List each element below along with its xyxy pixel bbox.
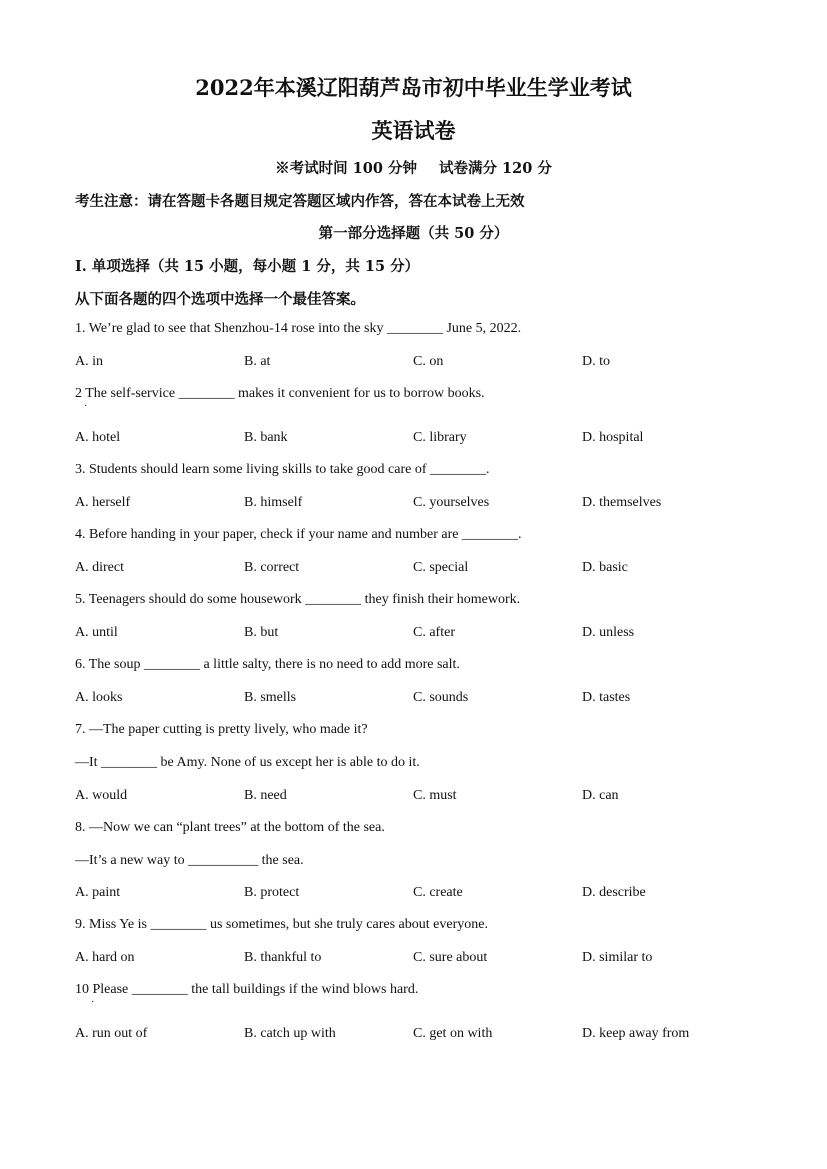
question-stem-reply: —It’s a new way to __________ the sea.: [75, 853, 304, 868]
question-stem: 5. Teenagers should do some housework ________ they finish their homework.: [75, 592, 521, 607]
dot-mark: ·: [91, 997, 95, 1008]
question-options: [75, 354, 775, 374]
exam-title: 2022年本溪辽阳葫芦岛市初中毕业生学业考试: [195, 75, 632, 100]
option-b: B. bank: [244, 430, 288, 445]
question-options: [75, 560, 775, 580]
dot-mark: ·: [84, 401, 88, 412]
question-options: [75, 430, 775, 450]
option-b: B. need: [244, 788, 287, 803]
option-a: A. hard on: [75, 950, 135, 965]
option-d: D. hospital: [582, 430, 644, 445]
option-b: B. himself: [244, 495, 303, 510]
option-c: C. get on with: [413, 1026, 493, 1041]
option-d: D. unless: [582, 625, 635, 640]
option-b: B. protect: [244, 885, 300, 900]
option-c: C. on: [413, 354, 444, 369]
time-info: ※考试时间 100 分钟: [275, 160, 417, 177]
option-a: A. in: [75, 354, 103, 369]
option-b: B. thankful to: [244, 950, 322, 965]
option-d: D. basic: [582, 560, 628, 575]
option-a: A. paint: [75, 885, 121, 900]
option-a: A. until: [75, 625, 118, 640]
question-options: [75, 690, 775, 710]
option-b: B. smells: [244, 690, 297, 705]
option-d: D. to: [582, 354, 610, 369]
instruction: 从下面各题的四个选项中选择一个最佳答案。: [75, 291, 365, 308]
option-a: A. hotel: [75, 430, 121, 445]
option-b: B. at: [244, 354, 271, 369]
option-c: C. sounds: [413, 690, 469, 705]
question-stem: 4. Before handing in your paper, check if your name and number are ________.: [75, 527, 522, 542]
question-stem: 8. —Now we can “plant trees” at the bottom of the sea.: [75, 820, 385, 835]
option-c: C. must: [413, 788, 457, 803]
question-stem: 1. We’re glad to see that Shenzhou-14 rose into the sky ________ June 5, 2022.: [75, 321, 522, 336]
option-c: C. sure about: [413, 950, 488, 965]
question-options: [75, 885, 775, 905]
option-d: D. describe: [582, 885, 646, 900]
question-stem: 6. The soup ________ a little salty, there is no need to add more salt.: [75, 657, 460, 672]
question-stem: 10 Please ________ the tall buildings if the wind blows hard.: [75, 982, 419, 997]
option-a: A. would: [75, 788, 128, 803]
option-d: D. themselves: [582, 495, 662, 510]
question-stem-reply: —It ________ be Amy. None of us except her is able to do it.: [75, 755, 420, 770]
option-b: B. correct: [244, 560, 300, 575]
question-options: [75, 495, 775, 515]
option-d: D. similar to: [582, 950, 653, 965]
score-info: 试卷满分 120 分: [439, 160, 552, 177]
option-a: A. looks: [75, 690, 123, 705]
question-options: [75, 788, 775, 808]
option-a: A. direct: [75, 560, 124, 575]
section-title: I. 单项选择（共 15 小题，每小题 1 分，共 15 分）: [75, 258, 420, 275]
question-stem: 9. Miss Ye is ________ us sometimes, but she truly cares about everyone.: [75, 917, 488, 932]
question-stem: 7. —The paper cutting is pretty lively, who made it?: [75, 722, 368, 737]
part-title: 第一部分选择题（共 50 分）: [318, 225, 509, 242]
option-b: B. but: [244, 625, 279, 640]
question-options: [75, 950, 775, 970]
question-options: [75, 1026, 775, 1046]
option-b: B. catch up with: [244, 1026, 336, 1041]
option-c: C. special: [413, 560, 469, 575]
notice: 考生注意：请在答题卡各题目规定答题区域内作答，答在本试卷上无效: [75, 193, 525, 210]
option-c: C. create: [413, 885, 463, 900]
option-c: C. yourselves: [413, 495, 490, 510]
option-d: D. keep away from: [582, 1026, 690, 1041]
question-stem: 3. Students should learn some living skills to take good care of ________.: [75, 462, 490, 477]
option-d: D. can: [582, 788, 619, 803]
option-c: C. after: [413, 625, 455, 640]
option-d: D. tastes: [582, 690, 631, 705]
exam-info: [0, 157, 827, 178]
question-stem: 2 The self-service ________ makes it convenient for us to borrow books.: [75, 386, 485, 401]
subject-title: 英语试卷: [371, 118, 456, 143]
question-options: [75, 625, 775, 645]
option-a: A. herself: [75, 495, 131, 510]
option-c: C. library: [413, 430, 467, 445]
option-a: A. run out of: [75, 1026, 148, 1041]
